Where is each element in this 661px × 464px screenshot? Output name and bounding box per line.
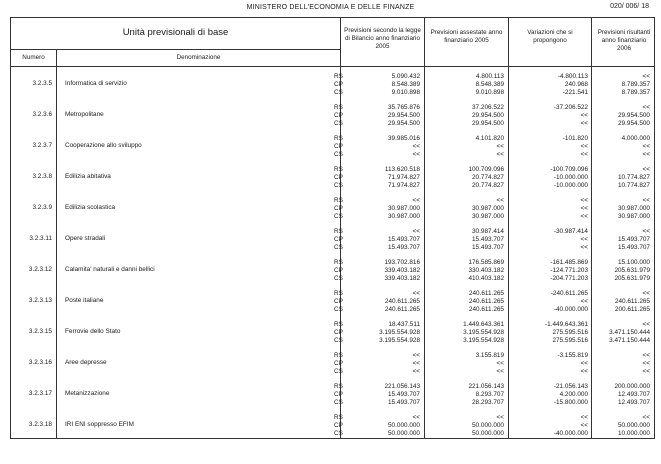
value-cell: << [642, 321, 650, 328]
value-cell: 29.954.500 [388, 112, 420, 120]
row-values-c3 [514, 383, 588, 408]
table-row [11, 383, 654, 414]
value-cell: -4.800.113 [557, 73, 588, 80]
value-cell: 35.765.876 [388, 104, 420, 111]
budget-table [10, 17, 655, 439]
value-cell: << [580, 197, 588, 204]
type-code: CS [334, 275, 343, 283]
value-cell: 15.493.707 [388, 399, 420, 407]
type-code: RS [334, 352, 343, 359]
value-cell: << [412, 151, 420, 159]
type-code: CP [334, 391, 343, 399]
row-values-c3 [514, 197, 588, 222]
value-cell: 29.954.500 [388, 120, 420, 128]
value-cell: << [580, 244, 588, 252]
row-values-c4 [587, 352, 650, 377]
value-cell: 18.437.511 [388, 321, 420, 328]
value-cell: 240.611.265 [468, 298, 504, 306]
row-number: 3.2.3.17 [28, 390, 52, 397]
value-cell: << [496, 151, 504, 159]
value-cell: -3.155.819 [557, 352, 588, 359]
row-values-c3 [514, 104, 588, 129]
row-values-c1 [346, 135, 420, 160]
row-values-c3 [514, 166, 588, 191]
type-code: CP [334, 205, 343, 213]
header-unita: Unità previsionali di base [122, 27, 229, 38]
row-denominazione: Calamita' naturali e danni bellici [65, 266, 155, 273]
table-row [11, 104, 654, 135]
row-values-c1 [346, 290, 420, 315]
value-cell: << [642, 143, 650, 151]
row-denominazione: Metanizzazione [65, 390, 110, 397]
value-cell: -100.709.096 [550, 166, 588, 173]
value-cell: 29.954.500 [618, 112, 650, 120]
type-code: RS [334, 228, 343, 235]
row-type-codes [334, 383, 343, 408]
value-cell: << [412, 360, 420, 368]
value-cell: 200.611.265 [614, 306, 650, 314]
type-code: CP [334, 360, 343, 368]
value-cell: -10.000.000 [553, 182, 588, 190]
value-cell: 39.985.016 [388, 135, 420, 142]
value-cell: 100.709.096 [468, 166, 504, 173]
value-cell: -40.000.000 [553, 430, 588, 438]
value-cell: 339.403.182 [384, 275, 420, 283]
row-divider [11, 66, 654, 67]
value-cell: 15.493.707 [388, 236, 420, 244]
row-values-c4 [587, 104, 650, 129]
value-cell: 15.493.707 [618, 236, 650, 244]
row-type-codes [334, 73, 343, 98]
type-code: CS [334, 213, 343, 221]
header-numero: Numero [22, 54, 45, 61]
type-code: RS [334, 104, 343, 111]
value-cell: 3.195.554.928 [463, 329, 504, 337]
value-cell: << [412, 290, 420, 297]
value-cell: 30.987.000 [618, 205, 650, 213]
table-row [11, 73, 654, 104]
value-cell: << [580, 298, 588, 306]
row-values-c4 [587, 383, 650, 408]
header-denominazione: Denominazione [176, 54, 221, 61]
table-row [11, 321, 654, 352]
value-cell: << [580, 120, 588, 128]
value-cell: 4.000.000 [621, 135, 650, 142]
value-cell: << [642, 166, 650, 173]
row-values-c1 [346, 73, 420, 98]
row-values-c1 [346, 228, 420, 253]
value-cell: << [496, 360, 504, 368]
value-cell: << [580, 213, 588, 221]
type-code: CS [334, 182, 343, 190]
row-number: 3.2.3.5 [32, 80, 52, 87]
value-cell: 113.620.518 [384, 166, 420, 173]
value-cell: 10.000.000 [618, 430, 650, 438]
value-cell: 410.403.182 [468, 275, 504, 283]
value-cell: -124.771.203 [550, 267, 588, 275]
value-cell: 240.611.265 [468, 290, 504, 297]
value-cell: << [496, 414, 504, 421]
header-col4: Previsioni risultanti anno finanziario 2006 [597, 29, 651, 52]
row-values-c3 [514, 414, 588, 439]
value-cell: -101.820 [562, 135, 588, 142]
row-values-c2 [430, 228, 504, 253]
row-number: 3.2.3.13 [28, 297, 52, 304]
value-cell: << [412, 143, 420, 151]
value-cell: 50.000.000 [388, 422, 420, 430]
row-number: 3.2.3.8 [32, 173, 52, 180]
row-values-c1 [346, 321, 420, 346]
value-cell: 20.774.827 [472, 182, 504, 190]
row-values-c1 [346, 166, 420, 191]
table-row [11, 228, 654, 259]
row-values-c1 [346, 352, 420, 377]
table-row [11, 259, 654, 290]
row-values-c2 [430, 135, 504, 160]
type-code: CS [334, 430, 343, 438]
value-cell: << [642, 151, 650, 159]
row-divider [11, 49, 340, 50]
value-cell: << [580, 236, 588, 244]
row-values-c3 [514, 228, 588, 253]
type-code: RS [334, 135, 343, 142]
value-cell: 5.090.432 [391, 73, 420, 80]
row-denominazione: Informatica di servizio [65, 80, 127, 87]
row-type-codes [334, 352, 343, 377]
value-cell: -30.987.414 [553, 228, 588, 235]
table-row [11, 166, 654, 197]
value-cell: 275.595.516 [552, 329, 588, 337]
row-values-c2 [430, 104, 504, 129]
row-values-c2 [430, 73, 504, 98]
page-code: 020/ 006/ 18 [610, 3, 649, 10]
row-number: 3.2.3.11 [29, 235, 52, 242]
type-code: RS [334, 321, 343, 328]
value-cell: -10.000.000 [553, 174, 588, 182]
row-values-c1 [346, 197, 420, 222]
value-cell: << [580, 112, 588, 120]
value-cell: 240.611.265 [614, 298, 650, 306]
table-row [11, 197, 654, 228]
type-code: RS [334, 197, 343, 204]
row-type-codes [334, 259, 343, 284]
value-cell: 200.000.000 [614, 383, 650, 390]
value-cell: 3.195.554.928 [379, 337, 420, 345]
type-code: CS [334, 306, 343, 314]
table-row [11, 414, 654, 445]
header-col2: Previsioni assestate anno finanziario 2005 [430, 29, 503, 44]
row-number: 3.2.3.7 [32, 142, 52, 149]
value-cell: 4.200.000 [559, 391, 588, 399]
value-cell: 9.010.898 [475, 89, 504, 97]
value-cell: << [580, 414, 588, 421]
type-code: CS [334, 244, 343, 252]
value-cell: 30.987.000 [388, 205, 420, 213]
row-type-codes [334, 135, 343, 160]
row-values-c4 [587, 228, 650, 253]
value-cell: << [412, 352, 420, 359]
value-cell: -221.541 [562, 89, 588, 97]
value-cell: 8.293.707 [475, 391, 504, 399]
value-cell: << [496, 368, 504, 376]
row-number: 3.2.3.6 [32, 111, 52, 118]
value-cell: -204.771.203 [550, 275, 588, 283]
value-cell: 29.954.500 [618, 120, 650, 128]
row-number: 3.2.3.16 [28, 359, 52, 366]
type-code: CP [334, 81, 343, 89]
value-cell: 29.954.500 [472, 112, 504, 120]
row-values-c4 [587, 197, 650, 222]
value-cell: -1.449.643.361 [545, 321, 588, 328]
type-code: RS [334, 166, 343, 173]
value-cell: 8.789.357 [621, 89, 650, 97]
value-cell: 15.493.707 [472, 244, 504, 252]
value-cell: 15.493.707 [618, 244, 650, 252]
row-denominazione: Ferrovie dello Stato [65, 328, 121, 335]
value-cell: << [642, 360, 650, 368]
value-cell: 221.056.143 [384, 383, 420, 390]
value-cell: << [580, 151, 588, 159]
value-cell: 12.493.707 [618, 391, 650, 399]
row-type-codes [334, 321, 343, 346]
value-cell: 205.631.979 [614, 275, 650, 283]
value-cell: 71.974.827 [388, 174, 420, 182]
row-values-c2 [430, 321, 504, 346]
value-cell: 330.403.182 [468, 267, 504, 275]
value-cell: << [580, 143, 588, 151]
row-type-codes [334, 197, 343, 222]
type-code: RS [334, 290, 343, 297]
row-values-c2 [430, 414, 504, 439]
value-cell: 30.987.000 [388, 213, 420, 221]
row-denominazione: Edilizia abitativa [65, 173, 111, 180]
value-cell: 15.493.707 [388, 391, 420, 399]
row-denominazione: Metropolitane [65, 111, 104, 118]
row-values-c2 [430, 290, 504, 315]
type-code: CP [334, 267, 343, 275]
value-cell: -37.206.522 [553, 104, 588, 111]
value-cell: << [496, 197, 504, 204]
type-code: CS [334, 368, 343, 376]
value-cell: 3.471.150.444 [609, 329, 650, 337]
value-cell: 50.000.000 [472, 430, 504, 438]
value-cell: << [580, 422, 588, 430]
row-values-c2 [430, 383, 504, 408]
type-code: CS [334, 151, 343, 159]
row-values-c3 [514, 290, 588, 315]
value-cell: 4.101.820 [475, 135, 504, 142]
value-cell: 240.611.265 [468, 306, 504, 314]
value-cell: 8.548.389 [475, 81, 504, 89]
value-cell: 275.595.516 [552, 337, 588, 345]
row-values-c1 [346, 414, 420, 439]
value-cell: 30.987.000 [472, 205, 504, 213]
type-code: CS [334, 399, 343, 407]
value-cell: << [412, 197, 420, 204]
row-number: 3.2.3.18 [28, 421, 52, 428]
type-code: CP [334, 236, 343, 244]
value-cell: 30.987.414 [472, 228, 504, 235]
value-cell: 193.702.816 [384, 259, 420, 266]
value-cell: 20.774.827 [472, 174, 504, 182]
value-cell: 50.000.000 [618, 422, 650, 430]
value-cell: 28.293.707 [472, 399, 504, 407]
row-denominazione: Cooperazione allo sviluppo [65, 142, 142, 149]
value-cell: << [642, 414, 650, 421]
value-cell: << [642, 104, 650, 111]
type-code: CP [334, 112, 343, 120]
table-row [11, 290, 654, 321]
value-cell: 12.493.707 [618, 399, 650, 407]
value-cell: 50.000.000 [472, 422, 504, 430]
type-code: CP [334, 422, 343, 430]
value-cell: 10.774.827 [618, 174, 650, 182]
value-cell: 37.206.522 [472, 104, 504, 111]
row-values-c3 [514, 135, 588, 160]
type-code: RS [334, 259, 343, 266]
value-cell: -40.000.000 [553, 306, 588, 314]
table-row [11, 135, 654, 166]
value-cell: 50.000.000 [388, 430, 420, 438]
value-cell: 3.155.819 [475, 352, 504, 359]
value-cell: << [642, 228, 650, 235]
row-values-c3 [514, 321, 588, 346]
value-cell: 29.954.500 [472, 120, 504, 128]
value-cell: << [580, 360, 588, 368]
type-code: CP [334, 174, 343, 182]
type-code: RS [334, 414, 343, 421]
row-values-c1 [346, 259, 420, 284]
value-cell: 240.968 [564, 81, 588, 89]
value-cell: 8.789.357 [621, 81, 650, 89]
value-cell: << [642, 352, 650, 359]
value-cell: 15.493.707 [388, 244, 420, 252]
value-cell: 71.974.827 [388, 182, 420, 190]
value-cell: -240.611.265 [550, 290, 588, 297]
value-cell: << [642, 368, 650, 376]
value-cell: 15.100.000 [618, 259, 650, 266]
type-code: RS [334, 383, 343, 390]
row-values-c1 [346, 383, 420, 408]
value-cell: << [642, 197, 650, 204]
value-cell: 30.987.000 [618, 213, 650, 221]
value-cell: 3.195.554.928 [463, 337, 504, 345]
row-type-codes [334, 166, 343, 191]
type-code: CP [334, 329, 343, 337]
value-cell: 8.548.389 [391, 81, 420, 89]
row-values-c2 [430, 259, 504, 284]
value-cell: 240.611.265 [384, 298, 420, 306]
row-values-c4 [587, 290, 650, 315]
value-cell: -21.056.143 [553, 383, 588, 390]
value-cell: << [412, 368, 420, 376]
value-cell: 339.403.182 [384, 267, 420, 275]
type-code: CS [334, 337, 343, 345]
row-values-c4 [587, 414, 650, 439]
row-values-c4 [587, 135, 650, 160]
row-number: 3.2.3.12 [28, 266, 52, 273]
value-cell: << [580, 205, 588, 213]
row-type-codes [334, 104, 343, 129]
row-denominazione: Opere stradali [65, 235, 106, 242]
row-values-c4 [587, 73, 650, 98]
row-type-codes [334, 414, 343, 439]
value-cell: << [496, 143, 504, 151]
row-values-c4 [587, 259, 650, 284]
row-denominazione: Edilizia scolastica [65, 204, 116, 211]
table-row [11, 352, 654, 383]
row-type-codes [334, 228, 343, 253]
type-code: CP [334, 143, 343, 151]
value-cell: << [580, 368, 588, 376]
value-cell: 240.611.265 [384, 306, 420, 314]
value-cell: 10.774.827 [618, 182, 650, 190]
value-cell: << [642, 73, 650, 80]
row-values-c1 [346, 104, 420, 129]
value-cell: 1.449.643.361 [463, 321, 504, 328]
row-values-c3 [514, 259, 588, 284]
row-values-c4 [587, 166, 650, 191]
row-number: 3.2.3.15 [28, 328, 52, 335]
row-denominazione: Aree depresse [65, 359, 107, 366]
value-cell: 3.471.150.444 [609, 337, 650, 345]
value-cell: 4.800.113 [476, 73, 504, 80]
value-cell: 9.010.898 [391, 89, 420, 97]
row-type-codes [334, 290, 343, 315]
value-cell: << [642, 290, 650, 297]
value-cell: 15.493.707 [472, 236, 504, 244]
row-values-c3 [514, 352, 588, 377]
value-cell: << [412, 228, 420, 235]
type-code: CS [334, 89, 343, 97]
row-values-c2 [430, 166, 504, 191]
value-cell: 3.195.554.928 [379, 329, 420, 337]
value-cell: << [412, 414, 420, 421]
header-col1: Previsioni secondo la legge di Bilancio anno finanziario 2005 [344, 27, 421, 50]
row-values-c2 [430, 197, 504, 222]
value-cell: 176.585.869 [468, 259, 504, 266]
page-title: MINISTERO DELL'ECONOMIA E DELLE FINANZE [246, 4, 415, 11]
type-code: CP [334, 298, 343, 306]
type-code: CS [334, 120, 343, 128]
row-denominazione: Poste italiane [65, 297, 104, 304]
row-values-c3 [514, 73, 588, 98]
value-cell: -15.800.000 [553, 399, 588, 407]
value-cell: 205.631.979 [614, 267, 650, 275]
row-denominazione: IRI ENI soppresso EFIM [65, 421, 134, 428]
row-number: 3.2.3.9 [32, 204, 52, 211]
row-values-c2 [430, 352, 504, 377]
header-col3: Variazioni che si propongono [527, 29, 573, 44]
value-cell: -161.485.869 [550, 259, 588, 266]
type-code: RS [334, 73, 343, 80]
value-cell: 221.056.143 [468, 383, 504, 390]
value-cell: 30.987.000 [472, 213, 504, 221]
row-values-c4 [587, 321, 650, 346]
